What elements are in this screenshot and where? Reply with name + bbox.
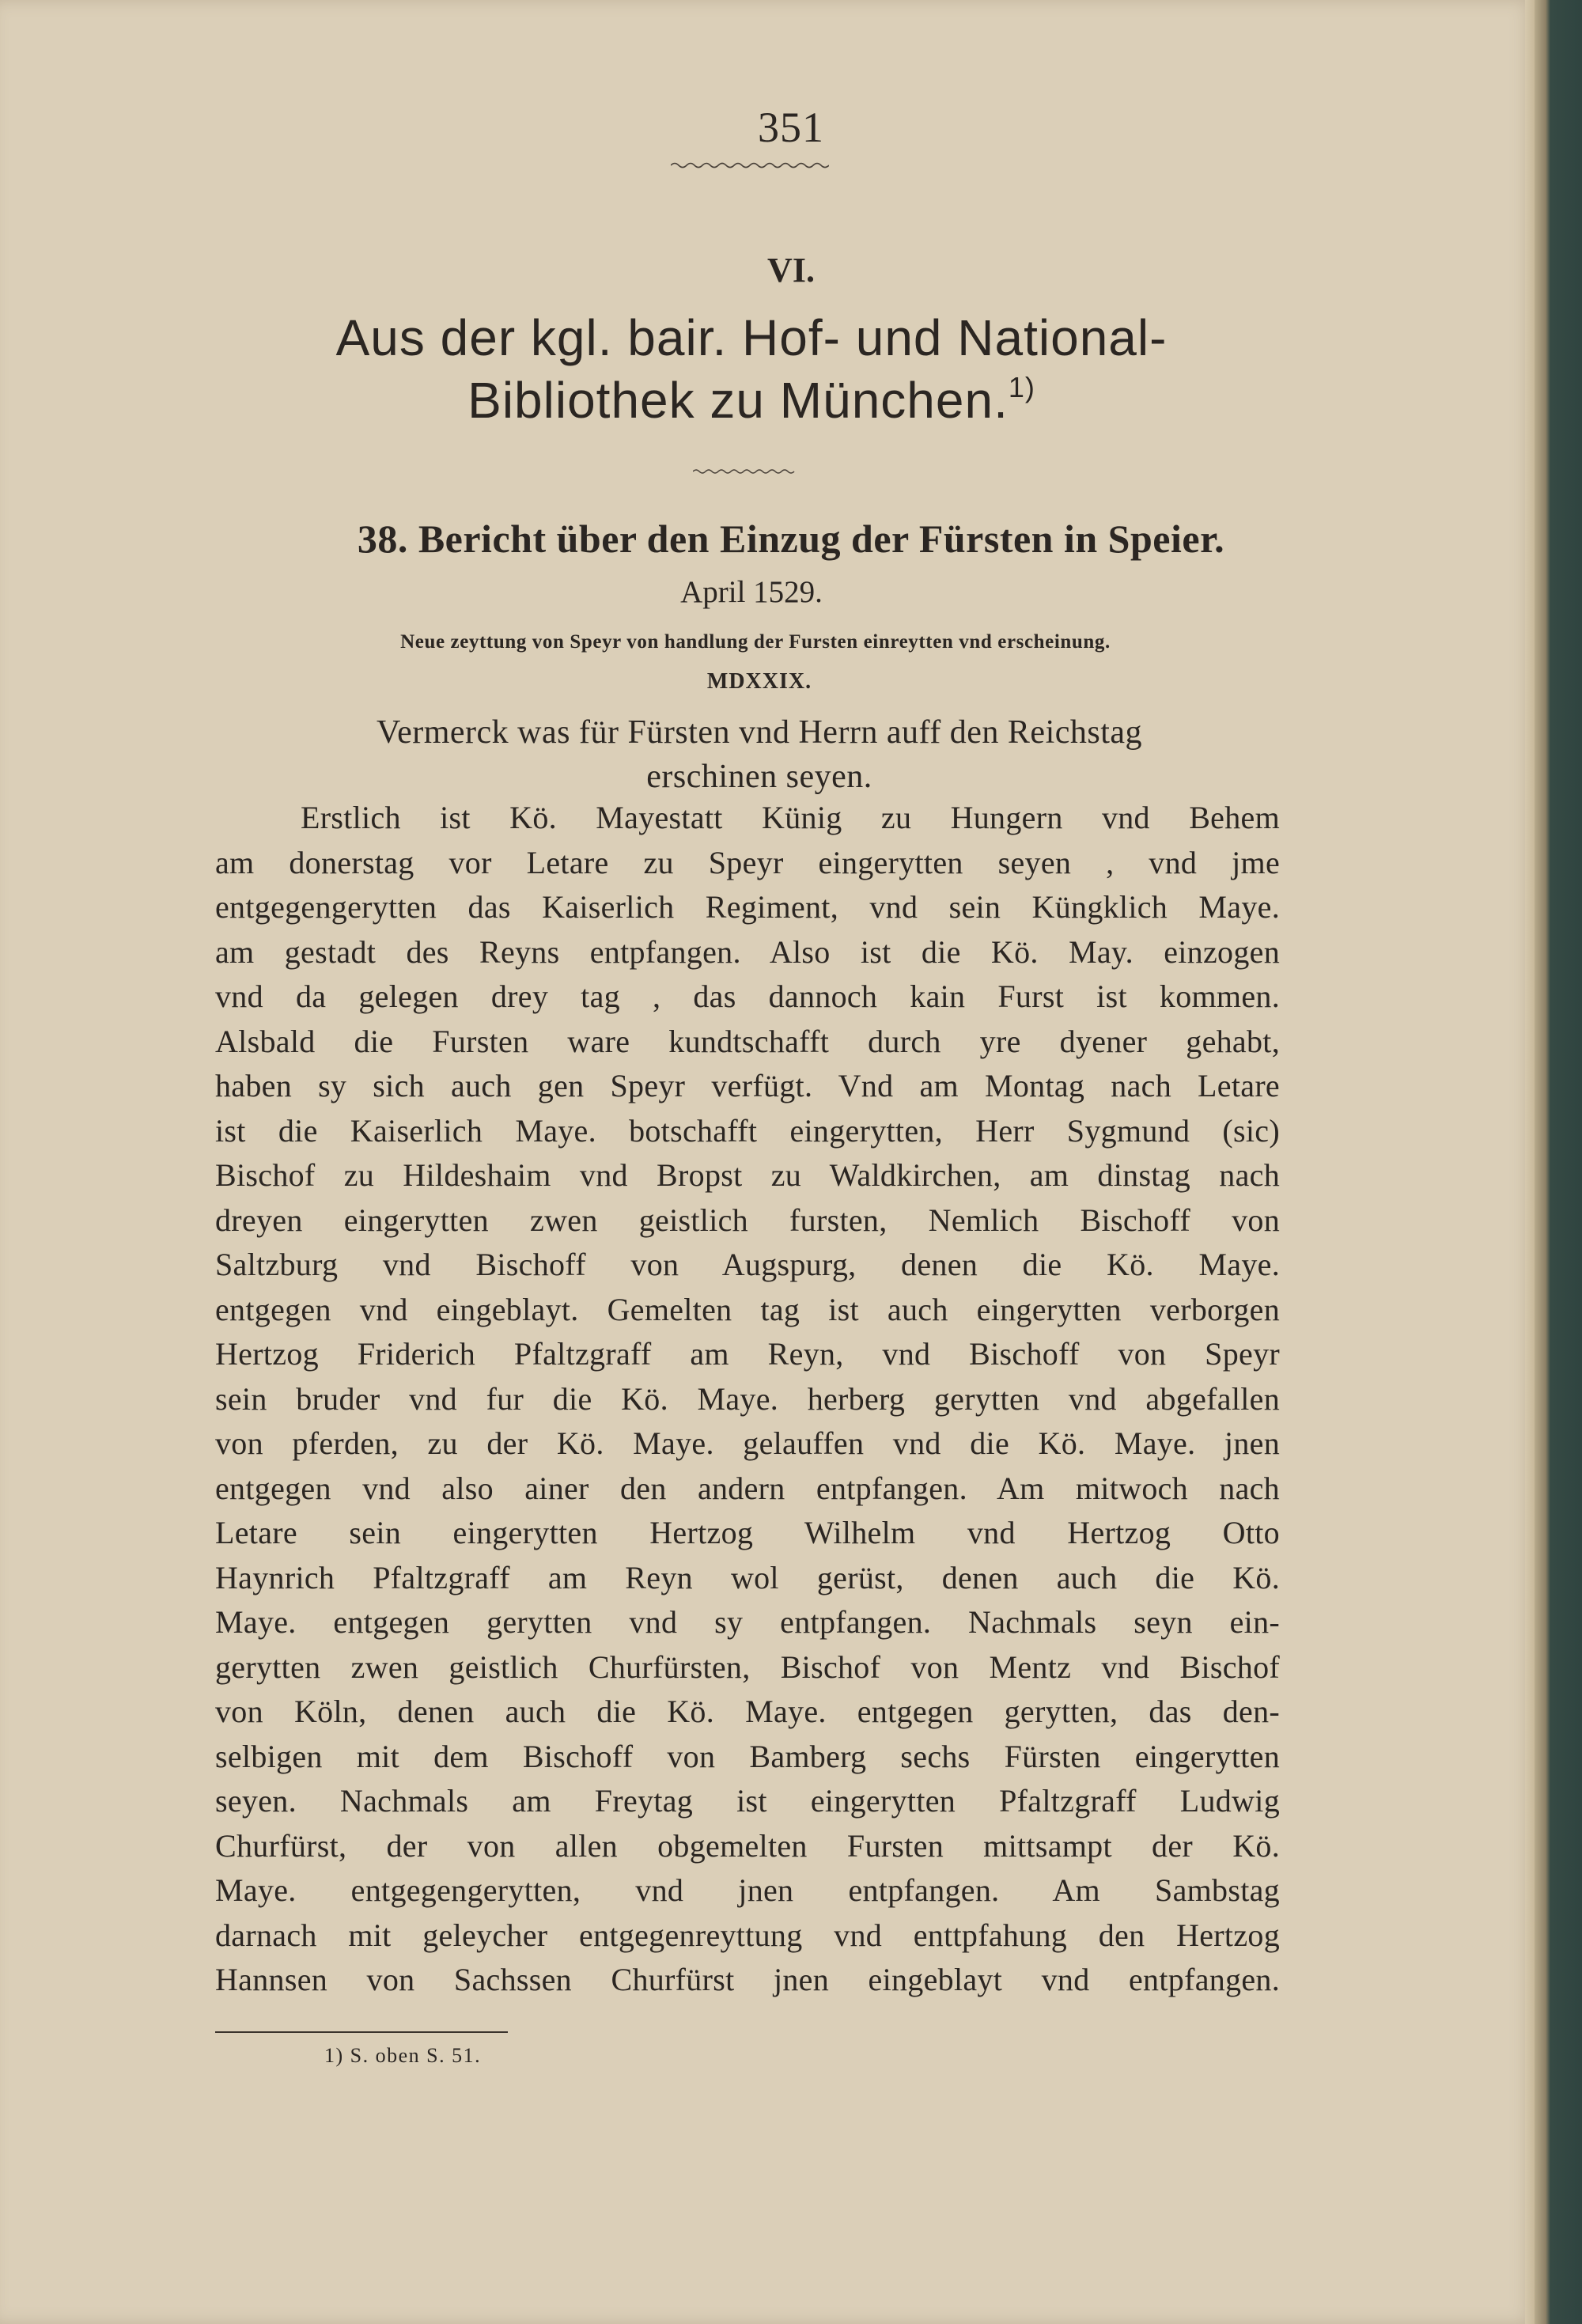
body-line: dreyen eingerytten zwen geistlich fursten, Nemlich Bischoff von	[215, 1202, 1280, 1238]
footnote: 1) S. oben S. 51.	[324, 2044, 482, 2067]
document-body	[215, 796, 1280, 2003]
intro-line-1: Vermerck was für Fürsten vnd Herrn auff den Reichstag	[376, 714, 1143, 751]
book-spine	[1535, 0, 1582, 2324]
footnote-mark: 1)	[1008, 371, 1035, 404]
body-line: am donerstag vor Letare zu Speyr eingerytten seyen , vnd jme	[215, 844, 1280, 880]
body-line: Letare sein eingerytten Hertzog Wilhelm vnd Hertzog Otto	[215, 1515, 1280, 1550]
main-title-line-2	[158, 369, 1345, 432]
intro-line-2: erschinen seyen.	[646, 759, 872, 795]
body-line: am gestadt des Reyns entpfangen. Also ist die Kö. May. einzogen	[215, 933, 1280, 970]
body-line: Alsbald die Fursten ware kundtschafft durch yre dyener gehabt,	[215, 1023, 1280, 1059]
body-line: gerytten zwen geistlich Churfürsten, Bischof von Mentz vnd Bischof	[215, 1648, 1280, 1685]
footnote-divider	[215, 2031, 508, 2033]
body-line: sein bruder vnd fur die Kö. Maye. herberg gerytten vnd abgefallen	[215, 1380, 1280, 1417]
main-title-line-1: Aus der kgl. bair. Hof- und National-	[335, 309, 1168, 366]
main-title-line-2-text: Bibliothek zu München.	[467, 372, 1009, 430]
body-line: Hertzog Friderich Pfaltzgraff am Reyn, vnd Bischoff von Speyr	[215, 1336, 1280, 1372]
body-line: selbigen mit dem Bischoff von Bamberg sechs Fürsten eingerytten	[215, 1738, 1280, 1774]
page-number-ornament	[671, 161, 829, 170]
document-year-roman: MDXXIX.	[706, 669, 812, 694]
section-numeral: VI.	[767, 251, 815, 290]
body-line: darnach mit geleycher entgegenreyttung vnd enttpfahung den Hertzog	[215, 1917, 1280, 1953]
document-title: 38. Bericht über den Einzug der Fürsten in Speier.	[357, 517, 1225, 561]
body-line: Haynrich Pfaltzgraff am Reyn wol gerüst, denen auch die Kö.	[215, 1559, 1280, 1595]
body-line: entgegen vnd also ainer den andern entpfangen. Am mitwoch nach	[215, 1470, 1280, 1506]
body-line: Maye. entgegengerytten, vnd jnen entpfangen. Am Sambstag	[215, 1872, 1280, 1908]
body-line: vnd da gelegen drey tag , das dannoch kain Furst ist kommen.	[215, 978, 1280, 1014]
body-line: Churfürst, der von allen obgemelten Fursten mittsampt der Kö.	[215, 1827, 1280, 1864]
body-line: Hannsen von Sachssen Churfürst jnen eingeblayt vnd entpfangen.	[215, 1962, 1280, 1997]
body-line: Saltzburg vnd Bischoff von Augspurg, denen die Kö. Maye.	[215, 1247, 1280, 1282]
body-line: entgegengerytten das Kaiserlich Regiment, vnd sein Küngklich Maye.	[215, 889, 1280, 925]
body-line: Maye. entgegen gerytten vnd sy entpfangen. Nachmals seyn ein-	[215, 1604, 1280, 1640]
body-line: von Köln, denen auch die Kö. Maye. entgegen gerytten, das den-	[215, 1694, 1280, 1729]
body-line: ist die Kaiserlich Maye. botschafft eingerytten, Herr Sygmund (sic)	[215, 1112, 1280, 1149]
body-line: haben sy sich auch gen Speyr verfügt. Vnd am Montag nach Letare	[215, 1068, 1280, 1103]
body-line: seyen. Nachmals am Freytag ist eingerytten Pfaltzgraff Ludwig	[215, 1783, 1280, 1819]
document-date: April 1529.	[680, 575, 823, 609]
main-title	[158, 307, 1345, 433]
page-number: 351	[758, 104, 824, 151]
title-ornament	[693, 467, 796, 475]
body-line: Erstlich ist Kö. Mayestatt Künig zu Hungern vnd Behem	[301, 800, 1280, 835]
body-line: von pferden, zu der Kö. Maye. gelauffen vnd die Kö. Maye. jnen	[215, 1425, 1280, 1461]
document-subtitle: Neue zeyttung von Speyr von handlung der Fursten einreytten vnd erscheinung.	[400, 631, 1111, 653]
document-intro	[253, 710, 1266, 799]
page-edge	[1525, 0, 1535, 2324]
body-line: Bischof zu Hildeshaim vnd Bropst zu Waldkirchen, am dinstag nach	[215, 1157, 1280, 1193]
body-line: entgegen vnd eingeblayt. Gemelten tag ist auch eingerytten verborgen	[215, 1291, 1280, 1327]
